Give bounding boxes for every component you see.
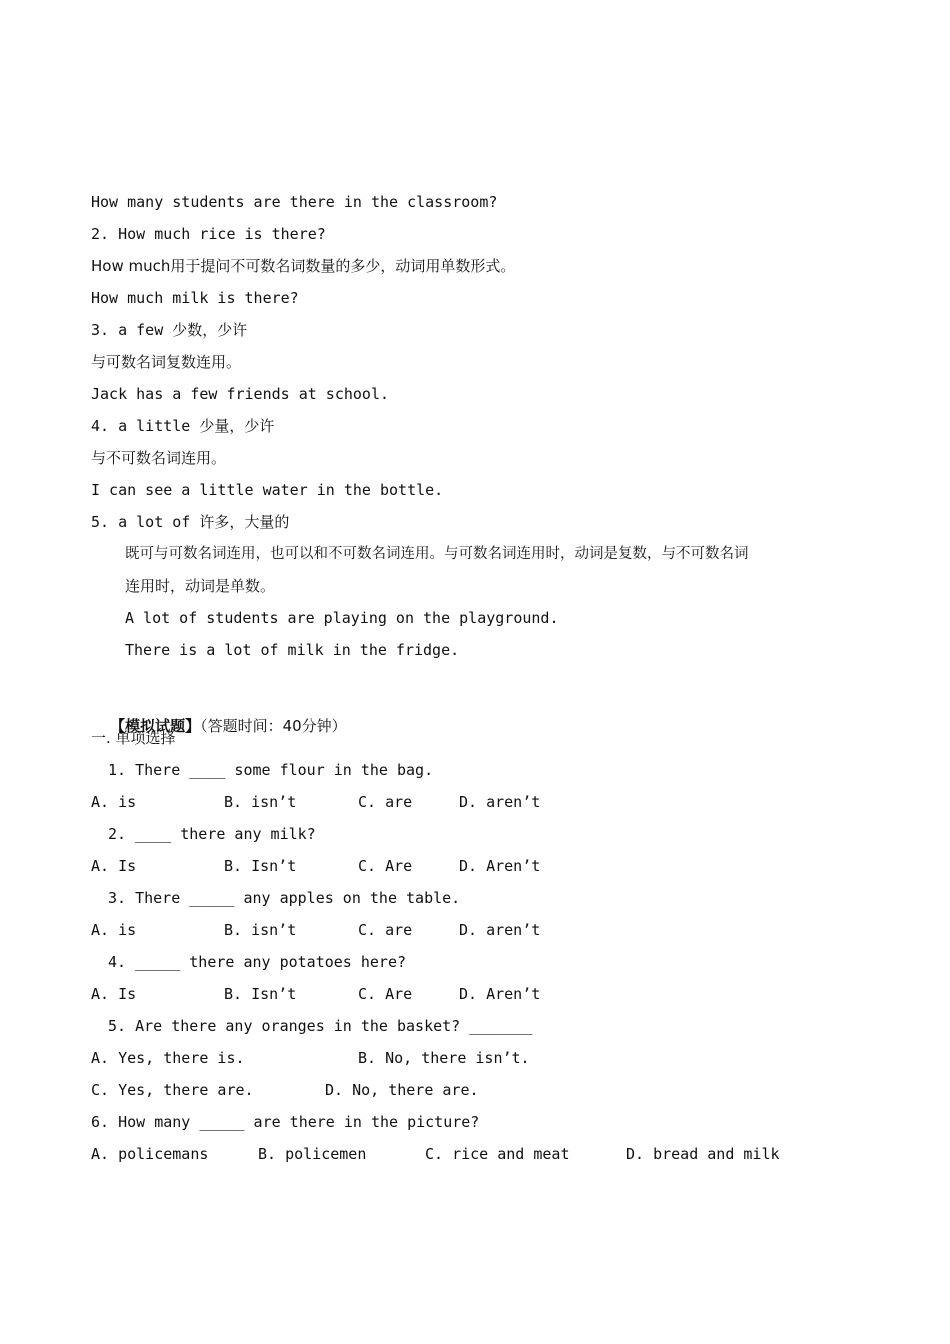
note-line: I can see a little water in the bottle.	[91, 481, 444, 499]
option-b: B. Isn’t	[224, 857, 297, 875]
note-line: 5. a lot of 许多，大量的	[91, 513, 290, 531]
option-a: A. Is	[91, 857, 137, 875]
note-line: There is a lot of milk in the fridge.	[125, 641, 460, 659]
note-line: How many students are there in the classroom?	[91, 193, 498, 211]
note-line: 与不可数名词连用。	[91, 449, 227, 467]
option-a: A. Yes, there is.	[91, 1049, 245, 1067]
note-line: A lot of students are playing on the playground.	[125, 609, 559, 627]
option-b: B. Isn’t	[224, 985, 297, 1003]
option-c: C. are	[358, 921, 413, 939]
part-heading: 一. 单项选择	[91, 729, 176, 747]
option-d: D. aren’t	[459, 921, 541, 939]
question-text: 6. How many _____ are there in the picture?	[91, 1113, 480, 1131]
option-d: D. Aren’t	[459, 857, 541, 875]
note-line: 连用时，动词是单数。	[125, 577, 276, 595]
option-a: A. is	[91, 921, 137, 939]
option-c: C. are	[358, 793, 413, 811]
note-line: 与可数名词复数连用。	[91, 353, 242, 371]
section-subtitle: （答题时间：40分钟）	[200, 717, 347, 735]
question-text: 4. _____ there any potatoes here?	[108, 953, 407, 971]
option-c: C. Yes, there are.	[91, 1081, 254, 1099]
note-line: How much milk is there?	[91, 289, 299, 307]
option-b: B. No, there isn’t.	[358, 1049, 530, 1067]
note-line: How much用于提问不可数名词数量的多少，动词用单数形式。	[91, 257, 516, 275]
note-line: 既可与可数名词连用，也可以和不可数名词连用。与可数名词连用时，动词是复数，与不可数名词	[125, 546, 749, 562]
note-line: 2. How much rice is there?	[91, 225, 326, 243]
question-text: 5. Are there any oranges in the basket? _______	[108, 1017, 533, 1035]
option-a: A. policemans	[91, 1145, 209, 1163]
option-a: A. is	[91, 793, 137, 811]
section-title: 【模拟试题】	[110, 717, 201, 735]
option-a: A. Is	[91, 985, 137, 1003]
option-d: D. bread and milk	[626, 1145, 780, 1163]
option-c: C. Are	[358, 985, 413, 1003]
option-b: B. policemen	[258, 1145, 367, 1163]
option-d: D. Aren’t	[459, 985, 541, 1003]
option-c: C. Are	[358, 857, 413, 875]
question-text: 1. There ____ some flour in the bag.	[108, 761, 434, 779]
note-line: 4. a little 少量，少许	[91, 417, 275, 435]
question-text: 2. ____ there any milk?	[108, 825, 316, 843]
option-d: D. aren’t	[459, 793, 541, 811]
option-d: D. No, there are.	[325, 1081, 479, 1099]
note-line: Jack has a few friends at school.	[91, 385, 390, 403]
option-b: B. isn’t	[224, 921, 297, 939]
question-text: 3. There _____ any apples on the table.	[108, 889, 461, 907]
note-line: 3. a few 少数，少许	[91, 321, 248, 339]
option-c: C. rice and meat	[425, 1145, 570, 1163]
option-b: B. isn’t	[224, 793, 297, 811]
